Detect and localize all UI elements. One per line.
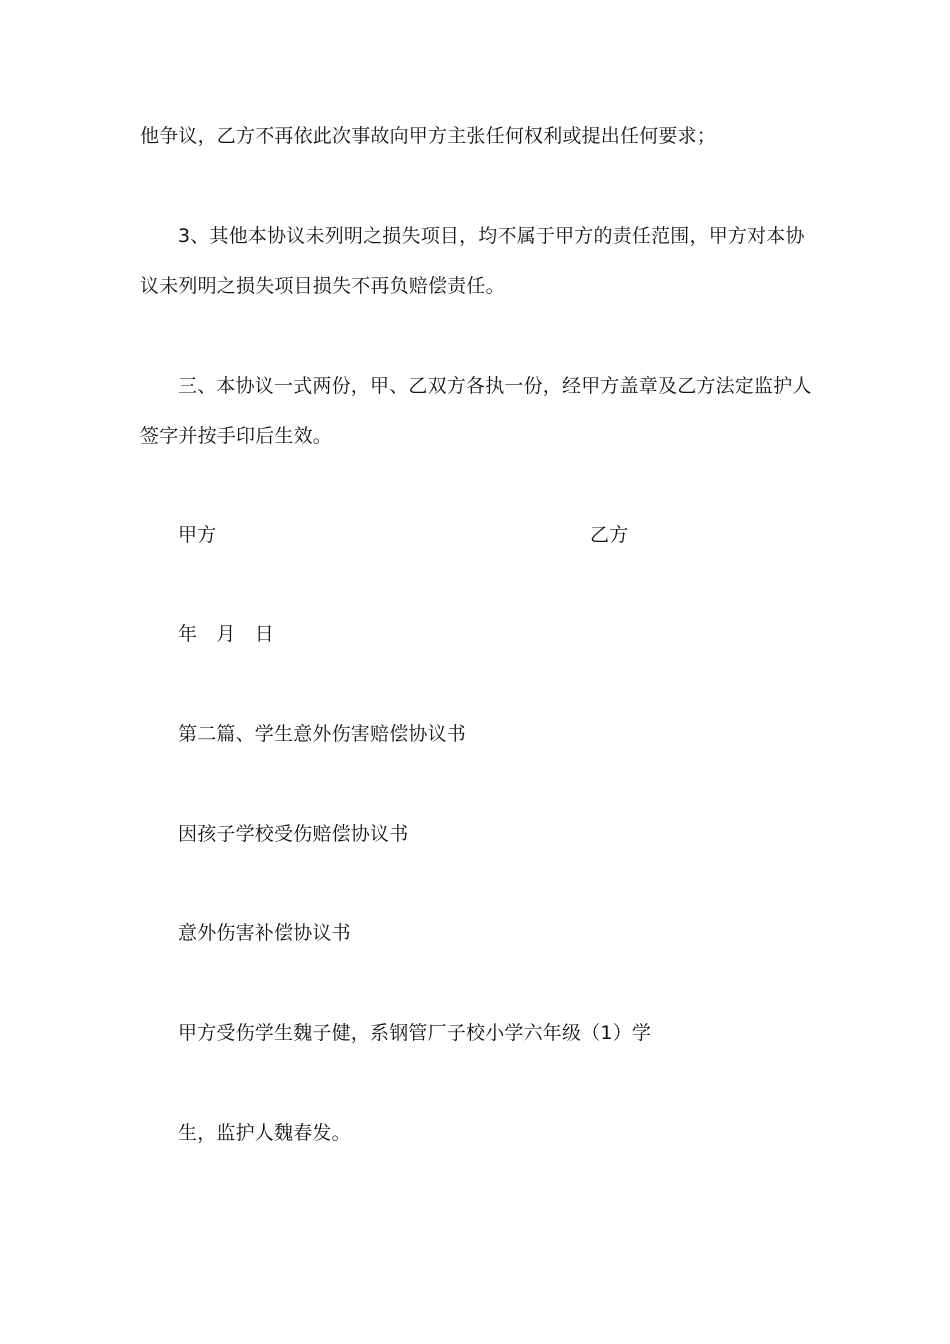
paragraph-line: 甲方受伤学生魏子健，系钢管厂子校小学六年级（1）学 [178, 1022, 652, 1044]
date-line: 年 月 日 [178, 623, 275, 645]
paragraph-line: 生，监护人魏春发。 [178, 1122, 351, 1144]
paragraph-line: 签字并按手印后生效。 [140, 425, 333, 447]
party-b-label: 乙方 [590, 524, 629, 546]
paragraph-line: 他争议，乙方不再依此次事故向甲方主张任何权利或提出任何要求； [140, 125, 717, 147]
agreement-title: 意外伤害补偿协议书 [178, 922, 351, 944]
paragraph-line: 三、本协议一式两份，甲、乙双方各执一份，经甲方盖章及乙方法定监护人 [178, 375, 812, 397]
party-a-label: 甲方 [178, 524, 217, 546]
paragraph-line: 3、其他本协议未列明之损失项目，均不属于甲方的责任范围，甲方对本协 [178, 225, 805, 247]
section-heading: 第二篇、学生意外伤害赔偿协议书 [178, 723, 467, 745]
agreement-title: 因孩子学校受伤赔偿协议书 [178, 823, 409, 845]
paragraph-line: 议未列明之损失项目损失不再负赔偿责任。 [140, 275, 505, 297]
